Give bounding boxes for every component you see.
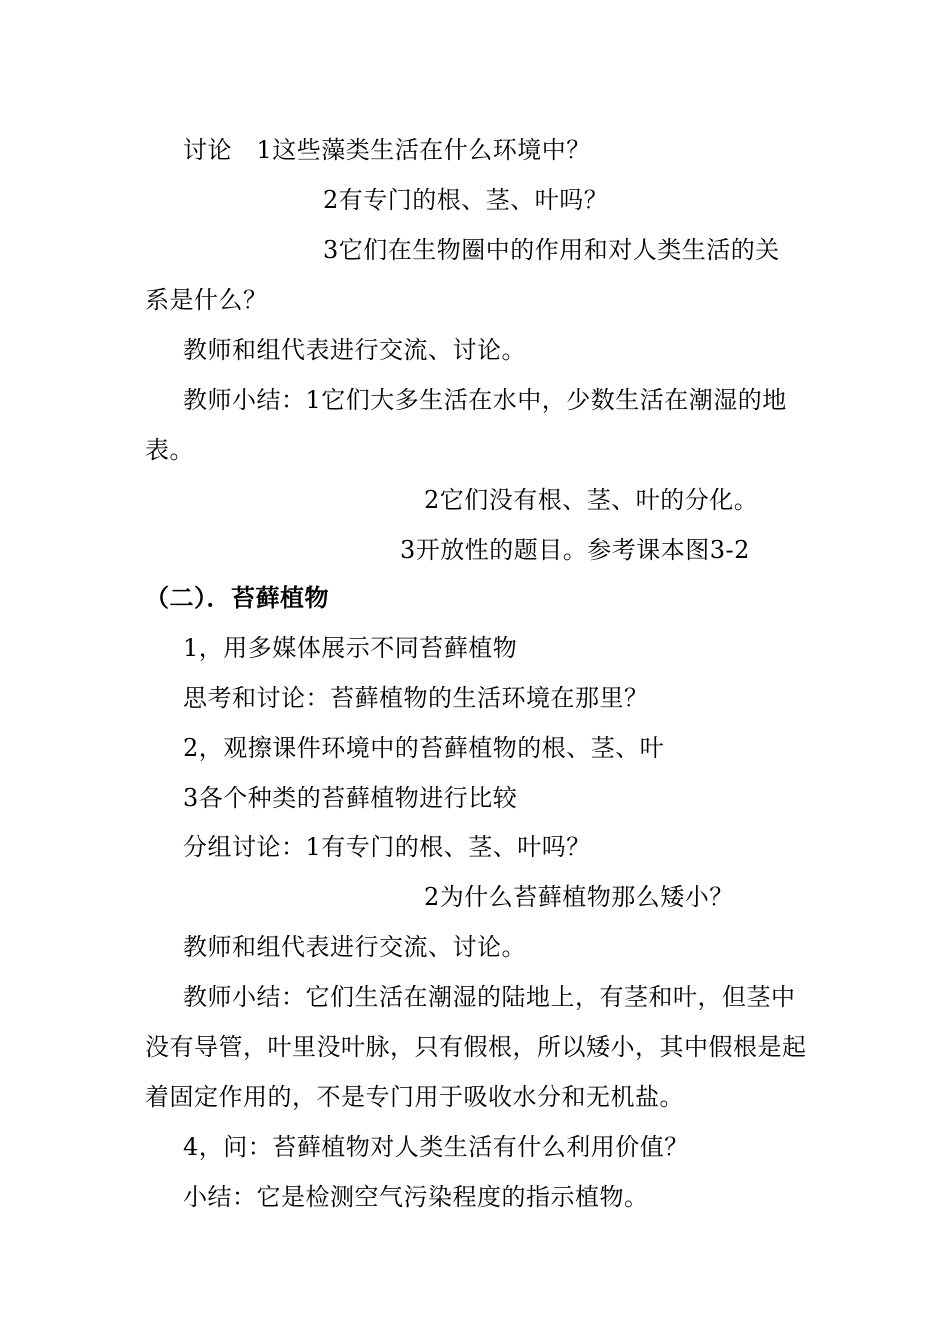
text-line: 2有专门的根、茎、叶吗？	[323, 186, 609, 214]
text-line: 讨论 1这些藻类生活在什么环境中？	[183, 136, 591, 164]
text-line: 小结：它是检测空气污染程度的指示植物。	[183, 1183, 649, 1211]
section-heading: （二）．苔藓植物	[145, 584, 329, 612]
text-line: 教师小结：1它们大多生活在水中，少数生活在潮湿的地	[183, 386, 787, 414]
text-line: 2它们没有根、茎、叶的分化。	[424, 486, 759, 514]
text-line: 3开放性的题目。参考课本图3-2	[400, 536, 750, 564]
text-line: 3各个种类的苔藓植物进行比较	[183, 784, 518, 812]
text-line: 1，用多媒体展示不同苔藓植物	[183, 634, 518, 662]
text-line: 着固定作用的，不是专门用于吸收水分和无机盐。	[145, 1083, 684, 1111]
text-line: 系是什么？	[145, 286, 268, 314]
text-line: 表。	[145, 436, 194, 464]
text-line: 教师小结：它们生活在潮湿的陆地上，有茎和叶，但茎中	[183, 983, 796, 1011]
text-line: 思考和讨论：苔藓植物的生活环境在那里？	[183, 684, 649, 712]
text-line: 2，观擦课件环境中的苔藓植物的根、茎、叶	[183, 734, 665, 762]
text-line: 没有导管，叶里没叶脉，只有假根，所以矮小，其中假根是起	[145, 1033, 807, 1061]
text-line: 2为什么苔藓植物那么矮小？	[424, 883, 734, 911]
text-line: 教师和组代表进行交流、讨论。	[183, 336, 526, 364]
text-line: 教师和组代表进行交流、讨论。	[183, 933, 526, 961]
text-line: 3它们在生物圈中的作用和对人类生活的关	[323, 236, 780, 264]
text-line: 4，问：苔藓植物对人类生活有什么利用价值？	[183, 1133, 689, 1161]
text-line: 分组讨论：1有专门的根、茎、叶吗？	[183, 833, 591, 861]
